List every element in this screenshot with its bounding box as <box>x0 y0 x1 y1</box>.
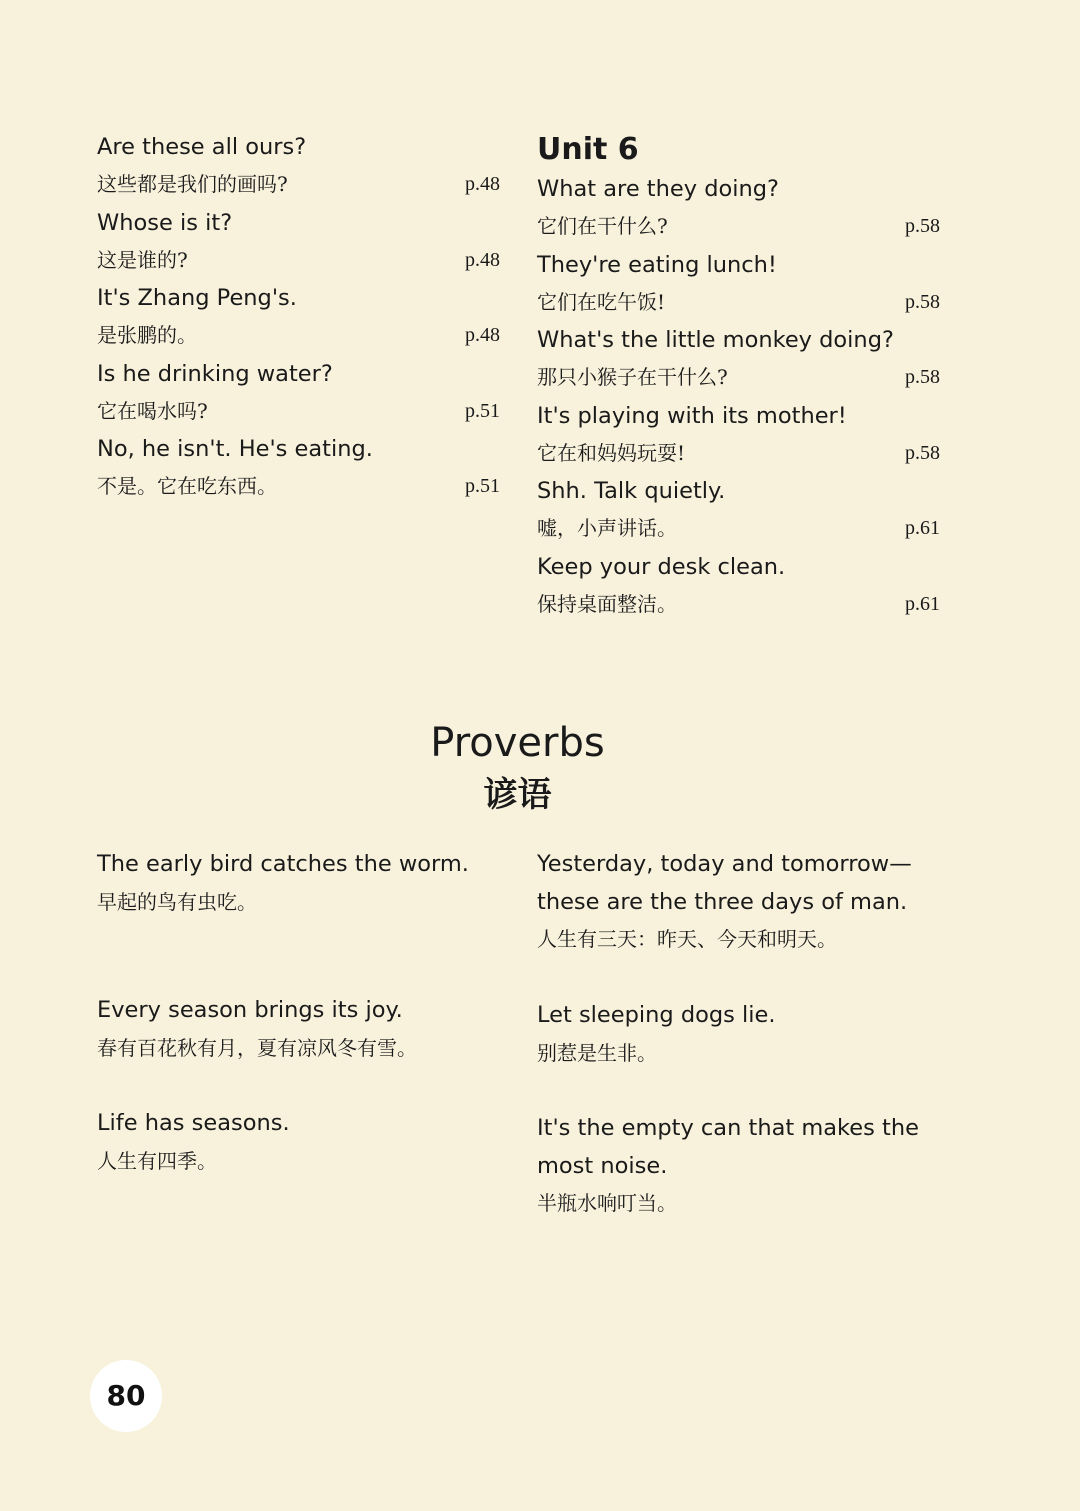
phrase-entry <box>537 397 942 473</box>
proverb-english: Every season brings its joy. <box>97 997 403 1023</box>
phrase-chinese: 不是。它在吃东西。 <box>97 474 277 498</box>
page-reference: p.51 <box>465 475 500 497</box>
phrase-translation-row <box>537 359 942 397</box>
phrase-entry <box>537 321 942 397</box>
phrase-entry <box>537 548 942 624</box>
phrase-english: No, he isn't. He's eating. <box>97 436 373 462</box>
proverb-item <box>537 997 977 1072</box>
phrase-entry <box>97 279 502 355</box>
phrase-translation-row <box>97 317 502 355</box>
phrase-translation-row <box>537 284 942 322</box>
page-reference: p.51 <box>465 399 500 422</box>
phrase-translation-row <box>537 208 942 246</box>
proverb-item <box>97 846 537 921</box>
proverb-item <box>97 1105 537 1180</box>
page-reference: p.61 <box>905 592 940 615</box>
page-number: 80 <box>90 1360 162 1432</box>
phrase-english: Are these all ours? <box>97 134 307 160</box>
phrase-translation-row <box>97 242 502 280</box>
page-reference: p.58 <box>905 366 940 388</box>
phrase-english: What are they doing? <box>537 176 779 202</box>
phrase-entry <box>97 128 502 204</box>
proverb-english: Yesterday, today and tomorrow— <box>537 851 912 877</box>
phrase-translation-row <box>97 468 502 506</box>
phrase-english: What's the little monkey doing? <box>537 327 894 353</box>
proverbs-title: Proverbs <box>430 720 605 766</box>
phrase-translation-row <box>537 435 942 473</box>
proverb-item <box>537 846 977 958</box>
page-reference: p.58 <box>905 441 940 464</box>
proverb-english-continued: these are the three days of man. <box>537 888 908 915</box>
proverb-english: The early bird catches the worm. <box>97 851 469 877</box>
phrase-translation-row <box>97 166 502 204</box>
proverb-chinese: 春有百花秋有月，夏有凉风冬有雪。 <box>97 1035 417 1060</box>
phrase-english: Whose is it? <box>97 209 233 236</box>
phrase-chinese: 它在和妈妈玩耍! <box>537 440 686 465</box>
phrase-english: Shh. Talk quietly. <box>537 478 726 504</box>
phrase-chinese: 嘘，小声讲话。 <box>537 516 677 540</box>
phrase-entry <box>97 430 502 506</box>
proverb-item <box>97 992 537 1067</box>
phrase-english: Is he drinking water? <box>97 360 333 387</box>
proverb-chinese: 人生有三天：昨天、今天和明天。 <box>537 927 837 951</box>
proverbs-title-chinese: 谚语 <box>483 775 552 815</box>
phrase-translation-row <box>537 586 942 624</box>
proverbs-heading <box>0 716 1035 820</box>
proverb-chinese: 别惹是生非。 <box>537 1040 657 1065</box>
phrase-chinese: 它们在吃午饭! <box>537 289 666 314</box>
phrase-entry <box>537 246 942 322</box>
proverb-chinese: 人生有四季。 <box>97 1148 217 1173</box>
phrase-english: It's playing with its mother! <box>537 402 847 429</box>
phrase-entry <box>97 355 502 431</box>
page-reference: p.58 <box>905 290 940 313</box>
page-reference: p.58 <box>905 215 940 237</box>
phrase-chinese: 保持桌面整洁。 <box>537 591 677 616</box>
proverb-item <box>537 1110 977 1222</box>
phrase-entry <box>537 170 942 246</box>
page-reference: p.48 <box>465 248 500 271</box>
left-phrase-column <box>97 128 502 506</box>
phrase-english: Keep your desk clean. <box>537 553 786 580</box>
unit6-column <box>537 128 942 623</box>
phrase-chinese: 它们在干什么? <box>537 214 668 238</box>
phrase-entry <box>537 472 942 548</box>
proverb-english: Life has seasons. <box>97 1110 290 1136</box>
phrase-translation-row <box>537 510 942 548</box>
phrase-translation-row <box>97 393 502 431</box>
proverb-chinese: 半瓶水响叮当。 <box>537 1191 677 1215</box>
phrase-chinese: 它在喝水吗? <box>97 398 208 423</box>
page-reference: p.48 <box>465 173 500 195</box>
phrase-english: They're eating lunch! <box>537 251 777 278</box>
page-reference: p.48 <box>465 324 500 346</box>
phrase-chinese: 这些都是我们的画吗? <box>97 172 288 196</box>
proverb-chinese: 早起的鸟有虫吃。 <box>97 889 257 914</box>
proverb-english: Let sleeping dogs lie. <box>537 1002 776 1028</box>
phrase-english: It's Zhang Peng's. <box>97 285 297 311</box>
phrase-chinese: 这是谁的? <box>97 247 188 272</box>
unit-title: Unit 6 <box>537 132 639 167</box>
phrase-chinese: 是张鹏的。 <box>97 323 197 347</box>
proverb-english-continued: most noise. <box>537 1152 668 1179</box>
page-reference: p.61 <box>905 517 940 539</box>
proverb-english: It's the empty can that makes the <box>537 1115 919 1141</box>
phrase-chinese: 那只小猴子在干什么? <box>537 365 728 389</box>
phrase-entry <box>97 204 502 280</box>
